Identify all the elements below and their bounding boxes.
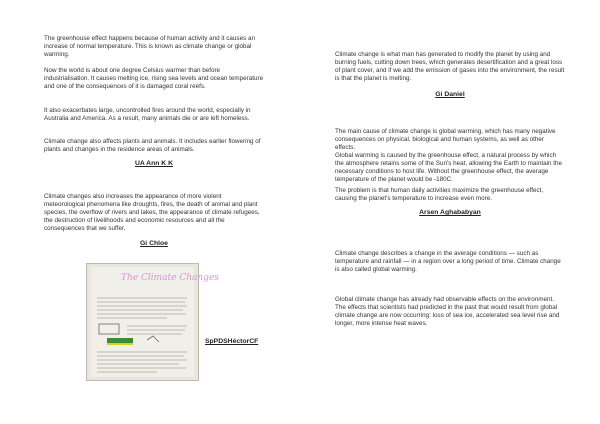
paragraph: Global warming is caused by the greenhouse effect, a natural process by which the atmosphere retains some of the Sun's heat, allowing the Earth to maintain the necessary conditions to host life. Without the greenhouse effect, the average temperature of the planet would be -180C. — [335, 152, 562, 183]
paragraph: Global climate change has already had observable effects on the environment. The effects that scientists had predicted in the past that would result from global climate change are now occurring: loss of sea ice, accelerated sea level rise and longer, more intense heat waves. — [335, 296, 560, 327]
paragraph: Climate change describes a change in the average conditions — such as temperature and rainfall — in a region over a long period of time. Climate change is also called global warming. — [335, 250, 561, 273]
paragraph: Climate change also affects plants and animals. It includes earlier flowering of plants and changes in the residence areas of animals. — [44, 138, 261, 153]
paragraph: The main cause of climate change is global warming, which has many negative consequences on physical, biological and human systems, as well as other effects. — [335, 128, 556, 151]
signature-arsen: Arsen Aghababyan — [419, 209, 481, 216]
paragraph: Climate change is what man has generated to modify the planet by using and burning fuels, cutting down trees, which generates desertification and a great loss of plant cover, and if we add the emission of gases into the environment, the result is that the planet is melting. — [335, 51, 565, 82]
signature-gi-daniel: Gi Daniel — [435, 91, 465, 98]
paragraph: The greenhouse effect happens because of human activity and it causes an increase of normal temperature. This is known as climate change or global warming. — [44, 35, 255, 58]
paragraph: Now the world is about one degree Celsius warmer than before industrialisation. It causes melting ice, rising sea levels and ocean temperature and one of the consequences of it is damaged coral reefs. — [44, 67, 264, 90]
handwritten-poster-photo — [86, 263, 219, 381]
paragraph: Climate changes also increases the appearance of more violent meteorological phenomena like droughts, fires, the death of animal and plant species, the overflow of rivers and lakes, the appearance of climate refugees, the destruction of livelihoods and economic resources and all the consequences that we suffer. — [44, 193, 260, 232]
paragraph: The problem is that human daily activities maximize the greenhouse effect, causing the planet's temperature to increase even more. — [335, 187, 544, 202]
signature-gi-chloe: Gi Chloe — [140, 240, 168, 247]
signature-hector: SpPDSHéctorCF — [205, 338, 259, 345]
poster-title: The Climate Changes — [121, 273, 219, 283]
paragraph: It also exacerbates large, uncontrolled fires around the world, especially in Australia and America. As a result, many animals die or are left homeless. — [44, 107, 251, 122]
signature-ua-ann: UA Ann K K — [134, 160, 173, 167]
